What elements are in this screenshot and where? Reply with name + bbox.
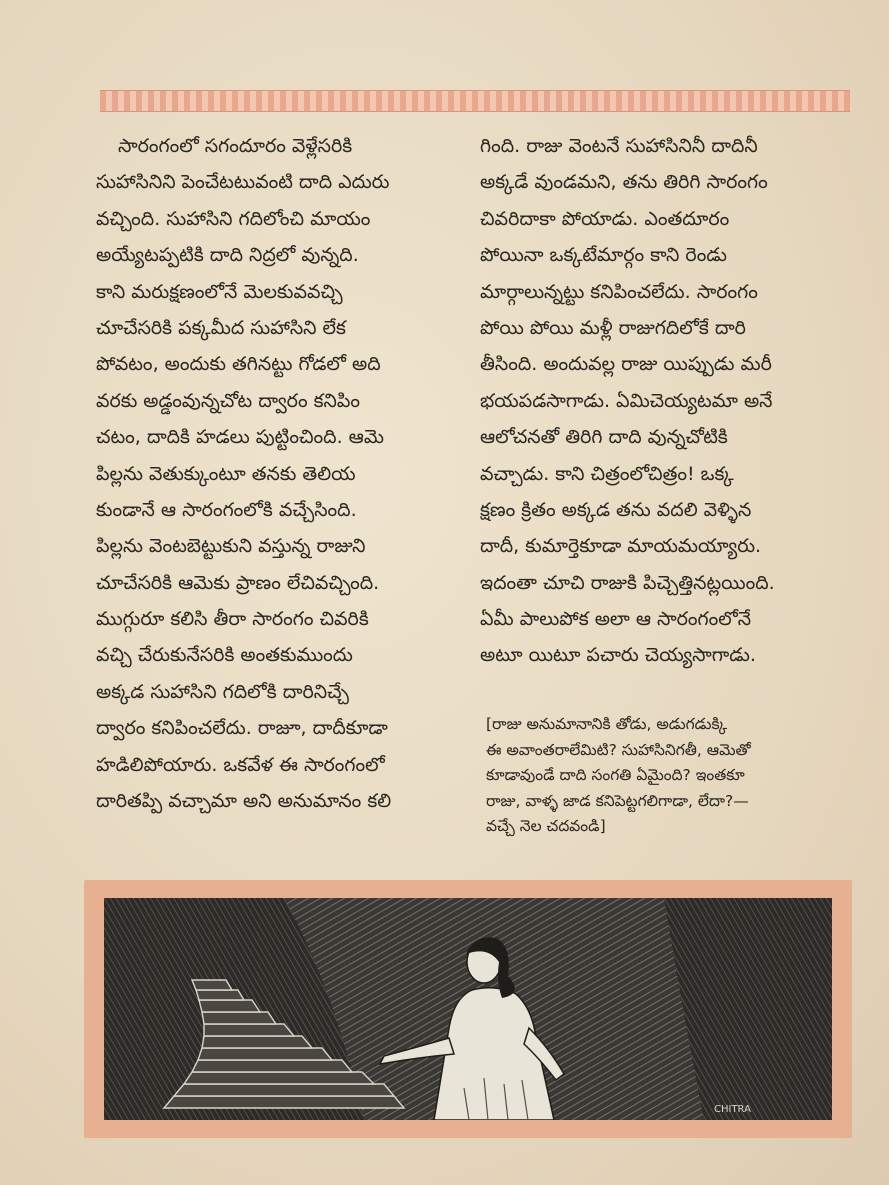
- text-line: గింది. రాజు వెంటనే సుహాసినినీ దాదినీ: [480, 135, 758, 157]
- illustration-drawing: [104, 898, 832, 1120]
- text-line: చూచేసరికి పక్కమీద సుహాసిని లేక: [96, 316, 346, 339]
- text-line: వచ్చింది. సుహాసిని గదిలోంచి మాయం: [96, 207, 371, 230]
- text-line: అక్కడే వుండమని, తను తిరిగి సారంగం: [480, 171, 768, 194]
- text-line: అక్కడ సుహాసిని గదిలోకి దారినిచ్చే: [96, 680, 349, 703]
- note-line: ఈ అవాంతరాలేమిటి? సుహాసినిగతీ, ఆమెతో: [486, 740, 751, 759]
- text-line: భయపడసాగాడు. ఏమిచెయ్యటమా అనే: [480, 389, 773, 412]
- text-line: కాని మరుక్షణంలోనే మెలకువవచ్చి: [96, 280, 343, 303]
- left-text-column: [96, 128, 456, 819]
- text-line: కుండానే ఆ సారంగంలోకి వచ్చేసింది.: [96, 498, 357, 521]
- text-line: సారంగంలో సగందూరం వెళ్లేసరికి: [118, 135, 353, 157]
- text-line: క్షణం క్రితం అక్కడ తను వదలి వెళ్ళిన: [480, 498, 752, 521]
- text-line: మార్గాలున్నట్టు కనిపించలేదు. సారంగం: [480, 280, 758, 303]
- text-line: చూచేసరికి ఆమెకు ప్రాణం లేచివచ్చింది.: [96, 571, 380, 594]
- text-line: సుహాసినిని పెంచేటటువంటి దాది ఎదురు: [96, 171, 390, 194]
- artist-signature: CHITRA: [714, 1104, 751, 1115]
- text-line: పోయినా ఒక్కటేమార్గం కాని రెండు: [480, 244, 727, 267]
- text-line: పిల్లను వెతుక్కుంటూ తనకు తెలియ: [96, 462, 356, 485]
- text-line: దాదీ, కుమార్తెకూడా మాయమయ్యారు.: [480, 535, 762, 558]
- text-line: అటూ యిటూ పచారు చెయ్యసాగాడు.: [480, 644, 756, 667]
- text-line: ఇదంతా చూచి రాజుకి పిచ్చెత్తినట్లయింది.: [480, 571, 775, 594]
- text-line: ద్వారం కనిపించలేదు. రాజూ, దాదీకూడా: [96, 717, 388, 740]
- text-line: చివరిదాకా పోయాడు. ఎంతదూరం: [480, 207, 730, 230]
- text-line: వచ్చాడు. కాని చిత్రంలోచిత్రం! ఒక్క: [480, 462, 734, 485]
- text-line: ఆలోచనతో తిరిగి దాది వున్నచోటికి: [480, 426, 728, 449]
- text-line: ముగ్గురూ కలిసి తీరా సారంగం చివరికి: [96, 608, 369, 631]
- editor-note: [486, 712, 846, 840]
- text-line: వచ్చి చేరుకునేసరికి అంతకుముందు: [96, 644, 353, 667]
- text-line: అయ్యేటప్పటికి దాది నిద్రలో వున్నది.: [96, 244, 359, 267]
- note-line: వచ్చే నెల చదవండి]: [486, 817, 606, 835]
- note-line: [రాజు అనుమానానికి తోడు, అడుగడుక్కి: [486, 715, 728, 733]
- note-line: కూడావుండే దాది సంగతి ఏమైంది? ఇంతకూ: [486, 766, 745, 784]
- decorative-border-strip: [100, 90, 850, 112]
- text-line: తీసింది. అందువల్ల రాజు యిప్పుడు మరీ: [480, 353, 772, 376]
- text-line: వరకు అడ్డంవున్నచోట ద్వారం కనిపిం: [96, 389, 361, 412]
- text-line: పోయి పోయి మళ్లీ రాజుగదిలోకే దారి: [480, 316, 746, 339]
- text-line: ఏమీ పాలుపోక అలా ఆ సారంగంలోనే: [480, 608, 752, 631]
- text-line: పోవటం, అందుకు తగినట్టు గోడలో అది: [96, 353, 381, 376]
- text-line: హడిలిపోయారు. ఒకవేళ ఈ సారంగంలో: [96, 753, 385, 776]
- note-line: రాజు, వాళ్ళ జాడ కనిపెట్టగలిగాడా, లేదా?—: [486, 791, 749, 810]
- text-line: పిల్లను వెంటబెట్టుకుని వస్తున్న రాజుని: [96, 535, 366, 558]
- text-line: దారితప్పి వచ్చామా అని అనుమానం కలి: [96, 790, 392, 813]
- illustration-king-in-tunnel: [104, 898, 832, 1120]
- right-text-column: [480, 128, 840, 674]
- text-line: చటం, దాదికి హడలు పుట్టించింది. ఆమె: [96, 426, 384, 449]
